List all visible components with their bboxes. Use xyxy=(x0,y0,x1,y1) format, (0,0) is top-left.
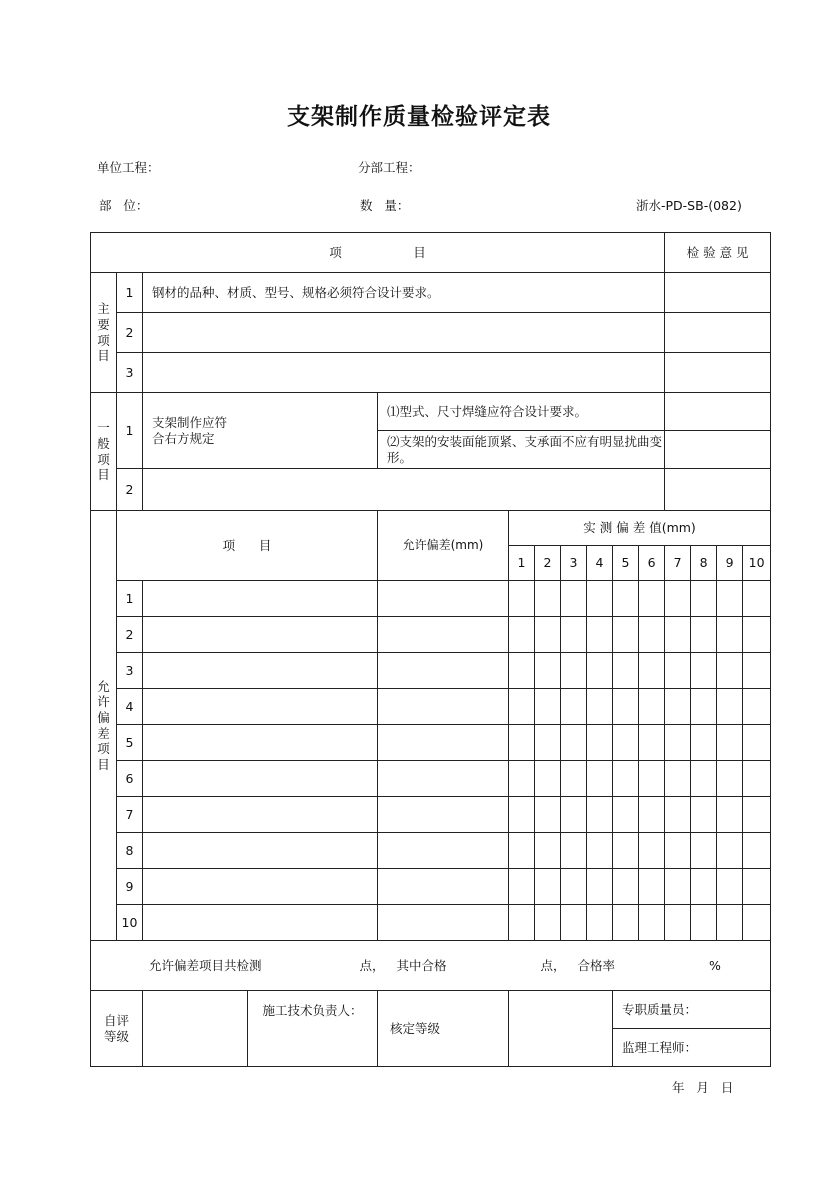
measure-cell[interactable] xyxy=(639,725,665,761)
measure-cell[interactable] xyxy=(509,797,535,833)
measure-cell[interactable] xyxy=(691,869,717,905)
deviation-item-cell[interactable] xyxy=(143,833,378,869)
grade-check-value-cell[interactable] xyxy=(509,991,613,1067)
table-row xyxy=(91,905,771,941)
measure-cell[interactable] xyxy=(613,725,639,761)
general-requirement-2: ⑵支架的安装面能顶紧、支承面不应有明显扰曲变形。 xyxy=(378,431,665,469)
measure-cell[interactable] xyxy=(743,833,771,869)
deviation-item-cell[interactable] xyxy=(143,797,378,833)
measure-cell[interactable] xyxy=(561,581,587,617)
tolerance-cell[interactable] xyxy=(378,833,509,869)
tolerance-cell[interactable] xyxy=(378,761,509,797)
table-row xyxy=(91,761,771,797)
measure-cell[interactable] xyxy=(535,581,561,617)
summary-percent-label: % xyxy=(709,957,721,973)
measured-header: 实 测 偏 差 值(mm) xyxy=(509,511,771,546)
measure-cell[interactable] xyxy=(613,833,639,869)
measure-cell[interactable] xyxy=(613,581,639,617)
form-code: 浙水-PD-SB-(082) xyxy=(636,198,742,213)
measure-cell[interactable] xyxy=(717,581,743,617)
measure-cell[interactable] xyxy=(691,653,717,689)
deviation-item-cell[interactable] xyxy=(143,725,378,761)
measure-cell[interactable] xyxy=(665,581,691,617)
main-row-text[interactable] xyxy=(143,353,665,393)
measure-cell[interactable] xyxy=(665,653,691,689)
deviation-item-cell[interactable] xyxy=(143,617,378,653)
point-number: 2 xyxy=(535,546,561,581)
self-eval-grade-cell[interactable] xyxy=(143,991,248,1067)
opinion-cell[interactable] xyxy=(665,273,771,313)
sub-project-label: 分部工程： xyxy=(358,160,421,175)
tolerance-cell[interactable] xyxy=(378,725,509,761)
measure-cell[interactable] xyxy=(717,797,743,833)
measure-cell[interactable] xyxy=(717,689,743,725)
deviation-row-no: 4 xyxy=(117,689,143,725)
measure-cell[interactable] xyxy=(509,833,535,869)
measure-cell[interactable] xyxy=(691,581,717,617)
table-row xyxy=(91,581,771,617)
general-requirement-1: ⑴型式、尺寸焊缝应符合设计要求。 xyxy=(378,393,665,431)
tolerance-cell[interactable] xyxy=(378,905,509,941)
tolerance-cell[interactable] xyxy=(378,581,509,617)
tech-lead-label: 施工技术负责人： xyxy=(248,991,378,1067)
measure-cell[interactable] xyxy=(665,869,691,905)
deviation-item-cell[interactable] xyxy=(143,761,378,797)
measure-cell[interactable] xyxy=(665,725,691,761)
measure-cell[interactable] xyxy=(561,869,587,905)
measure-cell[interactable] xyxy=(509,905,535,941)
measure-cell[interactable] xyxy=(613,905,639,941)
measure-cell[interactable] xyxy=(717,617,743,653)
measure-cell[interactable] xyxy=(639,833,665,869)
measure-cell[interactable] xyxy=(743,797,771,833)
measure-cell[interactable] xyxy=(561,653,587,689)
inspection-table xyxy=(90,232,771,1067)
item-header: 项 目 xyxy=(91,233,665,273)
measure-cell[interactable] xyxy=(639,761,665,797)
main-section-label: 主要项目 xyxy=(91,273,117,393)
tolerance-cell[interactable] xyxy=(378,689,509,725)
opinion-cell[interactable] xyxy=(665,393,771,431)
measure-cell[interactable] xyxy=(535,905,561,941)
deviation-row-no: 9 xyxy=(117,869,143,905)
measure-cell[interactable] xyxy=(509,617,535,653)
deviation-row-no: 7 xyxy=(117,797,143,833)
measure-cell[interactable] xyxy=(639,617,665,653)
measure-cell[interactable] xyxy=(639,581,665,617)
deviation-row-no: 3 xyxy=(117,653,143,689)
table-row xyxy=(91,833,771,869)
measure-cell[interactable] xyxy=(535,869,561,905)
table-row xyxy=(91,725,771,761)
measure-cell[interactable] xyxy=(561,905,587,941)
tolerance-cell[interactable] xyxy=(378,617,509,653)
measure-cell[interactable] xyxy=(613,869,639,905)
measure-cell[interactable] xyxy=(639,653,665,689)
measure-cell[interactable] xyxy=(743,653,771,689)
deviation-row-no: 5 xyxy=(117,725,143,761)
opinion-cell[interactable] xyxy=(665,313,771,353)
measure-cell[interactable] xyxy=(691,761,717,797)
measure-cell[interactable] xyxy=(743,617,771,653)
measure-cell[interactable] xyxy=(665,761,691,797)
table-row xyxy=(91,797,771,833)
measure-cell[interactable] xyxy=(535,617,561,653)
deviation-item-cell[interactable] xyxy=(143,869,378,905)
point-number: 7 xyxy=(665,546,691,581)
measure-cell[interactable] xyxy=(561,797,587,833)
measure-cell[interactable] xyxy=(665,689,691,725)
measure-cell[interactable] xyxy=(535,689,561,725)
summary-points-label: 点， xyxy=(359,957,385,973)
main-row-text[interactable] xyxy=(143,313,665,353)
tolerance-cell[interactable] xyxy=(378,653,509,689)
measure-cell[interactable] xyxy=(535,653,561,689)
deviation-item-cell[interactable] xyxy=(143,905,378,941)
opinion-cell[interactable] xyxy=(665,353,771,393)
point-number: 6 xyxy=(639,546,665,581)
measure-cell[interactable] xyxy=(743,581,771,617)
summary-detected-label: 允许偏差项目共检测 xyxy=(149,957,262,973)
supervisor-label: 监理工程师： xyxy=(613,1029,771,1067)
measure-cell[interactable] xyxy=(509,761,535,797)
general-row-no: 2 xyxy=(117,469,143,511)
point-number: 1 xyxy=(509,546,535,581)
measure-cell[interactable] xyxy=(717,725,743,761)
main-row-no: 1 xyxy=(117,273,143,313)
summary-points-label-2: 点， xyxy=(540,957,566,973)
point-number: 9 xyxy=(717,546,743,581)
table-row xyxy=(91,689,771,725)
measure-cell[interactable] xyxy=(587,797,613,833)
location-label: 部 位： xyxy=(99,198,149,213)
summary-rate-label: 合格率 xyxy=(577,957,616,973)
table-row xyxy=(91,617,771,653)
measure-cell[interactable] xyxy=(743,905,771,941)
measure-cell[interactable] xyxy=(639,797,665,833)
measure-cell[interactable] xyxy=(587,581,613,617)
measure-cell[interactable] xyxy=(613,653,639,689)
measure-cell[interactable] xyxy=(509,689,535,725)
deviation-row-no: 6 xyxy=(117,761,143,797)
measure-cell[interactable] xyxy=(613,797,639,833)
point-number: 8 xyxy=(691,546,717,581)
measure-cell[interactable] xyxy=(717,761,743,797)
point-number: 5 xyxy=(613,546,639,581)
opinion-header: 检 验 意 见 xyxy=(665,233,771,273)
main-row-no: 2 xyxy=(117,313,143,353)
opinion-cell[interactable] xyxy=(665,469,771,511)
measure-cell[interactable] xyxy=(613,617,639,653)
opinion-cell[interactable] xyxy=(665,431,771,469)
measure-cell[interactable] xyxy=(535,797,561,833)
qc-staff-label: 专职质量员： xyxy=(613,991,771,1029)
measure-cell[interactable] xyxy=(535,725,561,761)
measure-cell[interactable] xyxy=(691,833,717,869)
measure-cell[interactable] xyxy=(717,905,743,941)
deviation-row-no: 8 xyxy=(117,833,143,869)
measure-cell[interactable] xyxy=(691,797,717,833)
general-row-text[interactable] xyxy=(143,469,665,511)
measure-cell[interactable] xyxy=(561,689,587,725)
measure-cell[interactable] xyxy=(587,869,613,905)
measure-cell[interactable] xyxy=(613,689,639,725)
measure-cell[interactable] xyxy=(587,689,613,725)
point-number: 3 xyxy=(561,546,587,581)
measure-cell[interactable] xyxy=(717,653,743,689)
measure-cell[interactable] xyxy=(535,833,561,869)
measure-cell[interactable] xyxy=(587,905,613,941)
measure-cell[interactable] xyxy=(639,905,665,941)
measure-cell[interactable] xyxy=(691,725,717,761)
measure-cell[interactable] xyxy=(561,833,587,869)
general-row-subject: 支架制作应符合右方规定 xyxy=(143,393,378,469)
measure-cell[interactable] xyxy=(561,761,587,797)
measure-cell[interactable] xyxy=(587,617,613,653)
page-title: 支架制作质量检验评定表 xyxy=(287,104,551,130)
measure-cell[interactable] xyxy=(535,761,561,797)
main-row-text: 钢材的品种、材质、型号、规格必须符合设计要求。 xyxy=(143,273,665,313)
measure-cell[interactable] xyxy=(717,833,743,869)
main-row-no: 3 xyxy=(117,353,143,393)
grade-check-label: 核定等级 xyxy=(378,991,509,1067)
self-eval-label: 自评等级 xyxy=(91,991,143,1067)
unit-project-label: 单位工程： xyxy=(97,160,160,175)
general-section-label: 一般项目 xyxy=(91,393,117,511)
measure-cell[interactable] xyxy=(743,761,771,797)
summary-qualified-label: 其中合格 xyxy=(396,957,447,973)
measure-cell[interactable] xyxy=(639,689,665,725)
measure-cell[interactable] xyxy=(509,581,535,617)
measure-cell[interactable] xyxy=(743,869,771,905)
tolerance-cell[interactable] xyxy=(378,797,509,833)
measure-cell[interactable] xyxy=(665,617,691,653)
deviation-row-no: 10 xyxy=(117,905,143,941)
measure-cell[interactable] xyxy=(561,725,587,761)
deviation-item-cell[interactable] xyxy=(143,581,378,617)
deviation-section-label: 允许偏差项目 xyxy=(91,511,117,941)
measure-cell[interactable] xyxy=(691,905,717,941)
summary-row xyxy=(91,941,771,991)
measure-cell[interactable] xyxy=(665,833,691,869)
date-line: 年 月 日 xyxy=(672,1080,734,1095)
tolerance-cell[interactable] xyxy=(378,869,509,905)
point-number: 4 xyxy=(587,546,613,581)
measure-cell[interactable] xyxy=(587,725,613,761)
tolerance-header: 允许偏差(mm) xyxy=(378,511,509,581)
measure-cell[interactable] xyxy=(639,869,665,905)
table-row xyxy=(91,653,771,689)
measure-cell[interactable] xyxy=(665,797,691,833)
measure-cell[interactable] xyxy=(665,905,691,941)
measure-cell[interactable] xyxy=(743,689,771,725)
deviation-row-no: 2 xyxy=(117,617,143,653)
deviation-item-cell[interactable] xyxy=(143,653,378,689)
measure-cell[interactable] xyxy=(691,617,717,653)
measure-cell[interactable] xyxy=(587,761,613,797)
quantity-label: 数 量： xyxy=(360,198,410,213)
table-row xyxy=(91,869,771,905)
deviation-row-no: 1 xyxy=(117,581,143,617)
general-row-no: 1 xyxy=(117,393,143,469)
measure-cell[interactable] xyxy=(509,869,535,905)
measure-cell[interactable] xyxy=(613,761,639,797)
measure-cell[interactable] xyxy=(691,689,717,725)
measure-cell[interactable] xyxy=(587,653,613,689)
point-number: 10 xyxy=(743,546,771,581)
deviation-item-header: 项 目 xyxy=(117,511,378,581)
measure-cell[interactable] xyxy=(509,725,535,761)
measure-cell[interactable] xyxy=(743,725,771,761)
measure-cell[interactable] xyxy=(587,833,613,869)
measure-cell[interactable] xyxy=(561,617,587,653)
measure-cell[interactable] xyxy=(509,653,535,689)
measure-cell[interactable] xyxy=(717,869,743,905)
deviation-item-cell[interactable] xyxy=(143,689,378,725)
